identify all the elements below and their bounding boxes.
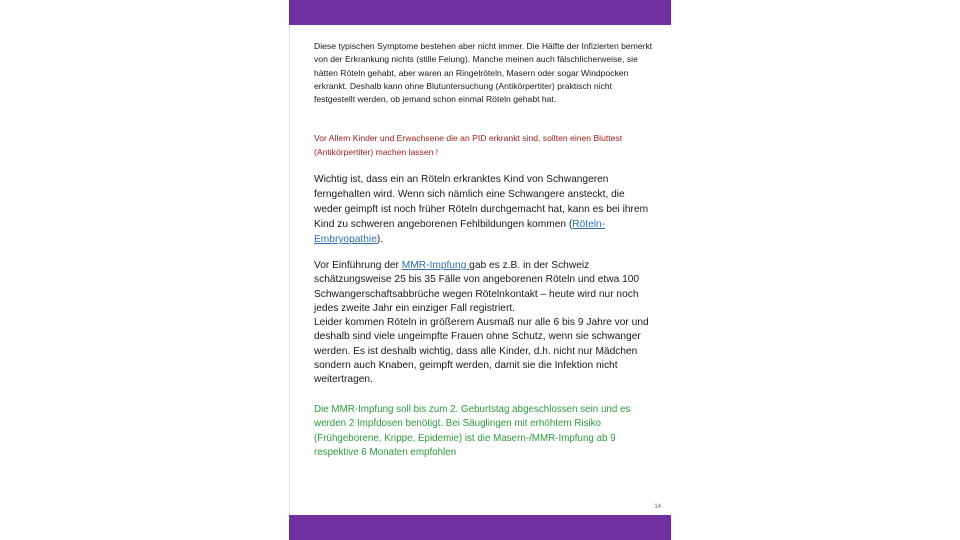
statistics-paragraph <box>314 259 654 388</box>
mmr-vaccination-link[interactable]: MMR-Impfung <box>401 260 470 271</box>
pregnancy-text-end: ). <box>376 234 384 245</box>
document-page <box>289 0 671 540</box>
page-number: 14 <box>654 504 661 510</box>
pid-warning-paragraph: Vor Allem Kinder und Erwachsene die an PID erkrankt sind, sollten einen Bluttest (Antikörpertiter) machen lassen ! <box>314 133 623 157</box>
symptoms-paragraph: Diese typischen Symptome bestehen aber nicht immer. Die Hälfte der Infizierten bemerkt von der Erkrankung nichts (stille Feiung). Manche meinen auch fälschlicherweise, sie hätten Röteln gehabt, aber waren an Ringelröteln, Masern oder sogar Windpocken erkrankt. Deshalb kann ohne Blutuntersuchung (Antikörpertiter) praktisch nicht festgestellt werden, ob jemand schon einmal Röteln gehabt hat. <box>314 41 653 105</box>
statistics-text-second: Leider kommen Röteln in größerem Ausmaß nur alle 6 bis 9 Jahre vor und deshalb sind viele ungeimpfte Frauen ohne Schutz, wenn sie schwanger werden. Es ist deshalb wichtig, dass alle Kinder, d.h. nicht nur Mädchen sondern auch Knaben, geimpft werden, damit sie die Infektion nicht weitertragen. <box>314 317 649 386</box>
embryopathy-link[interactable]: Röteln-Embryopathie <box>314 219 606 245</box>
statistics-text: gab es z.B. in der Schweiz schätzungsweise 25 bis 35 Fälle von angeborenen Röteln und etwa 100 Schwangerschaftsabbrüche wegen Rötelnkontakt – heute wird nur noch jedes zweite Jahr ein einziger Fall registriert. <box>314 260 640 314</box>
page-edge <box>289 25 290 515</box>
footer-band <box>289 515 671 540</box>
pregnancy-text: Wichtig ist, dass ein an Röteln erkranktes Kind von Schwangeren ferngehalten wird. Wenn sich nämlich eine Schwangere ansteckt, die weder geimpft ist noch früher Röteln durchgemacht hat, kann es bei ihrem Kind zu schweren angeborenen Fehlbildungen kommen ( <box>314 174 649 230</box>
statistics-text-start: Vor Einführung der <box>314 260 402 271</box>
header-band <box>289 0 671 25</box>
pregnancy-paragraph <box>314 172 654 247</box>
vaccination-recommendation: Die MMR-Impfung soll bis zum 2. Geburtstag abgeschlossen sein und es werden 2 Impfdosen benötigt. Bei Säuglingen mit erhöhtem Risiko (Frühgeborene, Krippe, Epidemie) ist die Masern-/MMR-Impfung ab 9 respektive 6 Monaten empfohlen <box>314 404 631 458</box>
